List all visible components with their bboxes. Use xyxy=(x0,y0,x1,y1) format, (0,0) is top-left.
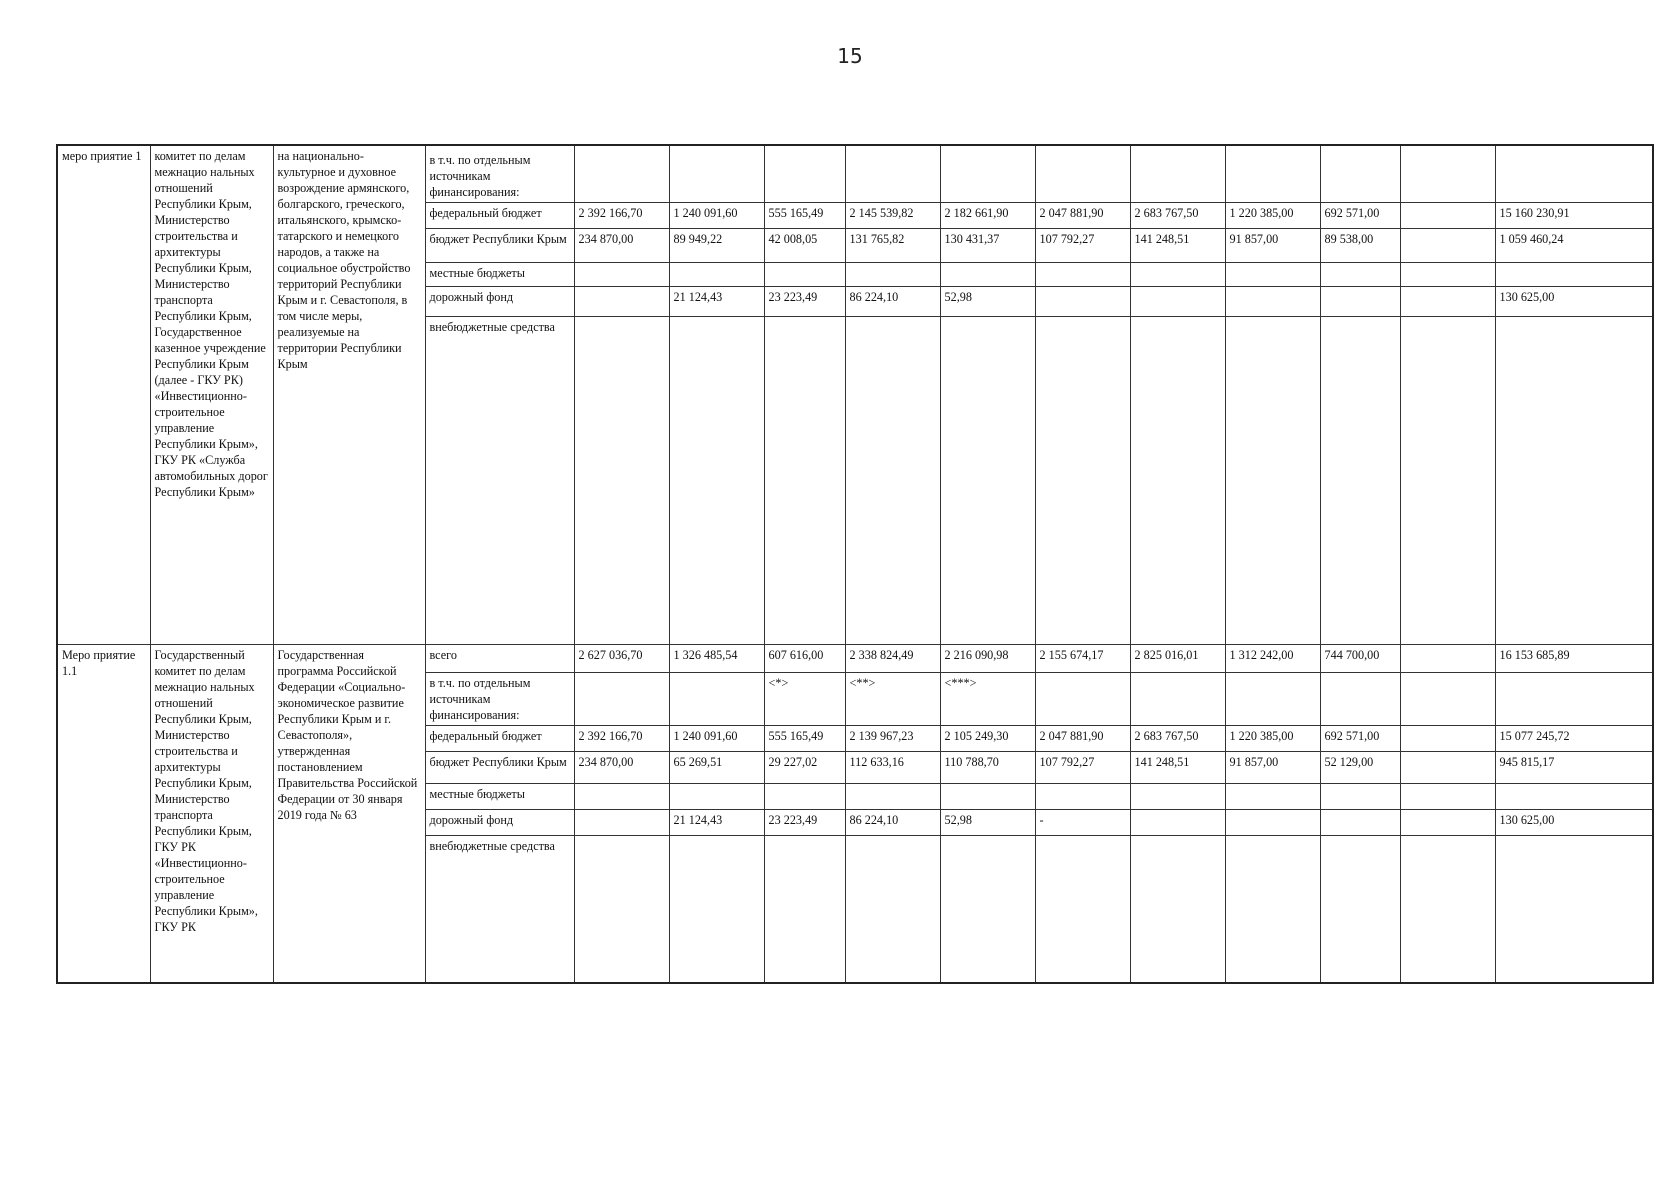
value-cell xyxy=(764,784,845,810)
value-cell: 86 224,10 xyxy=(845,810,940,836)
value-cell xyxy=(940,836,1035,984)
value-cell: 23 223,49 xyxy=(764,287,845,317)
value-cell xyxy=(1400,287,1495,317)
value-cell: 2 825 016,01 xyxy=(1130,645,1225,673)
source-label: внебюджетные средства xyxy=(425,317,574,645)
value-cell: 1 312 242,00 xyxy=(1225,645,1320,673)
value-cell: 1 240 091,60 xyxy=(669,203,764,229)
value-cell xyxy=(1130,287,1225,317)
value-cell xyxy=(1035,673,1130,726)
value-cell xyxy=(1400,810,1495,836)
source-label: федеральный бюджет xyxy=(425,203,574,229)
value-cell: 42 008,05 xyxy=(764,229,845,263)
total-cell: 130 625,00 xyxy=(1495,287,1653,317)
value-cell: 65 269,51 xyxy=(669,752,764,784)
value-cell xyxy=(1400,145,1495,203)
value-cell xyxy=(1320,145,1400,203)
value-cell: 555 165,49 xyxy=(764,726,845,752)
value-cell: 2 683 767,50 xyxy=(1130,726,1225,752)
total-cell xyxy=(1495,784,1653,810)
value-cell xyxy=(1225,784,1320,810)
value-cell xyxy=(1400,752,1495,784)
value-cell: 52,98 xyxy=(940,810,1035,836)
value-cell: 130 431,37 xyxy=(940,229,1035,263)
value-cell: 89 949,22 xyxy=(669,229,764,263)
total-cell xyxy=(1495,317,1653,645)
value-cell: 744 700,00 xyxy=(1320,645,1400,673)
value-cell xyxy=(1320,810,1400,836)
value-cell: 107 792,27 xyxy=(1035,229,1130,263)
value-cell xyxy=(1400,784,1495,810)
total-cell xyxy=(1495,673,1653,726)
value-cell: 91 857,00 xyxy=(1225,752,1320,784)
value-cell: 107 792,27 xyxy=(1035,752,1130,784)
total-cell: 15 160 230,91 xyxy=(1495,203,1653,229)
value-cell xyxy=(1225,145,1320,203)
value-cell: 2 392 166,70 xyxy=(574,726,669,752)
value-cell xyxy=(574,810,669,836)
value-cell xyxy=(1320,784,1400,810)
total-cell: 945 815,17 xyxy=(1495,752,1653,784)
value-cell xyxy=(764,145,845,203)
value-cell: 2 105 249,30 xyxy=(940,726,1035,752)
value-cell xyxy=(845,317,940,645)
value-cell: 52,98 xyxy=(940,287,1035,317)
value-cell xyxy=(764,317,845,645)
source-label: местные бюджеты xyxy=(425,263,574,287)
value-cell: 2 683 767,50 xyxy=(1130,203,1225,229)
total-cell: 130 625,00 xyxy=(1495,810,1653,836)
value-cell xyxy=(574,317,669,645)
value-cell xyxy=(1320,673,1400,726)
value-cell xyxy=(1225,317,1320,645)
value-cell: 23 223,49 xyxy=(764,810,845,836)
value-cell: 2 627 036,70 xyxy=(574,645,669,673)
footnote-mark: <***> xyxy=(940,673,1035,726)
value-cell xyxy=(1130,810,1225,836)
source-label: дорожный фонд xyxy=(425,287,574,317)
footnote-mark: <*> xyxy=(764,673,845,726)
value-cell xyxy=(1400,317,1495,645)
value-cell: - xyxy=(1035,810,1130,836)
value-cell: 2 155 674,17 xyxy=(1035,645,1130,673)
value-cell: 607 616,00 xyxy=(764,645,845,673)
value-cell xyxy=(574,145,669,203)
value-cell: 89 538,00 xyxy=(1320,229,1400,263)
value-cell xyxy=(940,784,1035,810)
value-cell: 555 165,49 xyxy=(764,203,845,229)
value-cell: 52 129,00 xyxy=(1320,752,1400,784)
value-cell: 1 220 385,00 xyxy=(1225,203,1320,229)
total-cell: 15 077 245,72 xyxy=(1495,726,1653,752)
value-cell xyxy=(764,263,845,287)
value-cell: 141 248,51 xyxy=(1130,229,1225,263)
value-cell xyxy=(940,263,1035,287)
value-cell: 1 326 485,54 xyxy=(669,645,764,673)
value-cell: 29 227,02 xyxy=(764,752,845,784)
total-cell: 1 059 460,24 xyxy=(1495,229,1653,263)
value-cell: 1 220 385,00 xyxy=(1225,726,1320,752)
value-cell xyxy=(669,836,764,984)
value-cell xyxy=(845,836,940,984)
value-cell xyxy=(1400,263,1495,287)
value-cell xyxy=(1320,836,1400,984)
value-cell xyxy=(1225,836,1320,984)
value-cell xyxy=(669,317,764,645)
value-cell: 86 224,10 xyxy=(845,287,940,317)
value-cell xyxy=(1400,836,1495,984)
value-cell xyxy=(1400,229,1495,263)
program-name: на национально-культурное и духовное возрождение армянского, болгарского, греческого, итальянского, крымско-татарского и немецкого народов, а также на социальное обустройство территорий Республики Крым и г. Севастополя, в том числе меры, реализуемые на территории Республики Крым xyxy=(273,145,425,645)
value-cell xyxy=(1225,673,1320,726)
value-cell: 110 788,70 xyxy=(940,752,1035,784)
source-label: в т.ч. по отдельным источникам финансирования: xyxy=(425,145,574,203)
value-cell xyxy=(1130,317,1225,645)
event-name: меро приятие 1 xyxy=(57,145,150,645)
event-name: Меро приятие 1.1 xyxy=(57,645,150,984)
value-cell: 692 571,00 xyxy=(1320,203,1400,229)
value-cell xyxy=(940,145,1035,203)
value-cell xyxy=(669,784,764,810)
total-cell xyxy=(1495,263,1653,287)
value-cell xyxy=(669,263,764,287)
value-cell: 2 338 824,49 xyxy=(845,645,940,673)
value-cell xyxy=(845,263,940,287)
value-cell xyxy=(574,673,669,726)
value-cell: 2 392 166,70 xyxy=(574,203,669,229)
value-cell xyxy=(1400,726,1495,752)
footnote-mark: <**> xyxy=(845,673,940,726)
value-cell: 692 571,00 xyxy=(1320,726,1400,752)
source-label: всего xyxy=(425,645,574,673)
value-cell xyxy=(845,784,940,810)
value-cell: 141 248,51 xyxy=(1130,752,1225,784)
value-cell: 2 182 661,90 xyxy=(940,203,1035,229)
value-cell xyxy=(764,836,845,984)
value-cell xyxy=(574,287,669,317)
value-cell xyxy=(1035,145,1130,203)
value-cell: 1 240 091,60 xyxy=(669,726,764,752)
value-cell xyxy=(1400,203,1495,229)
value-cell xyxy=(1035,836,1130,984)
value-cell xyxy=(669,145,764,203)
source-label: внебюджетные средства xyxy=(425,836,574,984)
source-label: бюджет Республики Крым xyxy=(425,229,574,263)
source-label: местные бюджеты xyxy=(425,784,574,810)
value-cell xyxy=(1130,836,1225,984)
financing-table xyxy=(56,144,1654,984)
table-row xyxy=(57,645,1653,673)
value-cell: 131 765,82 xyxy=(845,229,940,263)
program-name: Государственная программа Российской Федерации «Социально-экономическое развитие Республики Крым и г. Севастополя», утвержденная постановлением Правительства Российской Федерации от 30 января 2019 года № 63 xyxy=(273,645,425,984)
value-cell xyxy=(1130,673,1225,726)
page-number: 15 xyxy=(837,44,863,68)
value-cell xyxy=(1130,145,1225,203)
value-cell: 112 633,16 xyxy=(845,752,940,784)
value-cell xyxy=(574,836,669,984)
value-cell xyxy=(1400,673,1495,726)
total-cell xyxy=(1495,145,1653,203)
value-cell: 2 139 967,23 xyxy=(845,726,940,752)
value-cell xyxy=(1035,317,1130,645)
value-cell xyxy=(574,784,669,810)
value-cell xyxy=(1035,784,1130,810)
value-cell xyxy=(1225,287,1320,317)
value-cell xyxy=(1130,784,1225,810)
executors: комитет по делам межнацио нальных отношений Республики Крым, Министерство строительства и архитектуры Республики Крым, Министерство транспорта Республики Крым, Государственное казенное учреждение Республики Крым (далее - ГКУ РК) «Инвестиционно-строительное управление Республики Крым», ГКУ РК «Служба автомобильных дорог Республики Крым» xyxy=(150,145,273,645)
value-cell xyxy=(1225,810,1320,836)
total-cell xyxy=(1495,836,1653,984)
value-cell: 2 216 090,98 xyxy=(940,645,1035,673)
table-row xyxy=(57,145,1653,203)
value-cell xyxy=(669,673,764,726)
value-cell: 21 124,43 xyxy=(669,287,764,317)
value-cell xyxy=(1225,263,1320,287)
value-cell xyxy=(1320,287,1400,317)
value-cell xyxy=(1320,263,1400,287)
value-cell: 234 870,00 xyxy=(574,229,669,263)
executors: Государственный комитет по делам межнацио нальных отношений Республики Крым, Министерство строительства и архитектуры Республики Крым, Министерство транспорта Республики Крым, ГКУ РК «Инвестиционно-строительное управление Республики Крым», ГКУ РК xyxy=(150,645,273,984)
total-cell: 16 153 685,89 xyxy=(1495,645,1653,673)
value-cell xyxy=(845,145,940,203)
value-cell xyxy=(940,317,1035,645)
source-label: федеральный бюджет xyxy=(425,726,574,752)
source-label: в т.ч. по отдельным источникам финансирования: xyxy=(425,673,574,726)
value-cell xyxy=(1130,263,1225,287)
source-label: дорожный фонд xyxy=(425,810,574,836)
value-cell xyxy=(1400,645,1495,673)
value-cell: 91 857,00 xyxy=(1225,229,1320,263)
value-cell: 234 870,00 xyxy=(574,752,669,784)
value-cell xyxy=(1035,263,1130,287)
value-cell: 21 124,43 xyxy=(669,810,764,836)
value-cell xyxy=(1035,287,1130,317)
source-label: бюджет Республики Крым xyxy=(425,752,574,784)
value-cell: 2 145 539,82 xyxy=(845,203,940,229)
value-cell xyxy=(1320,317,1400,645)
value-cell: 2 047 881,90 xyxy=(1035,726,1130,752)
value-cell: 2 047 881,90 xyxy=(1035,203,1130,229)
value-cell xyxy=(574,263,669,287)
